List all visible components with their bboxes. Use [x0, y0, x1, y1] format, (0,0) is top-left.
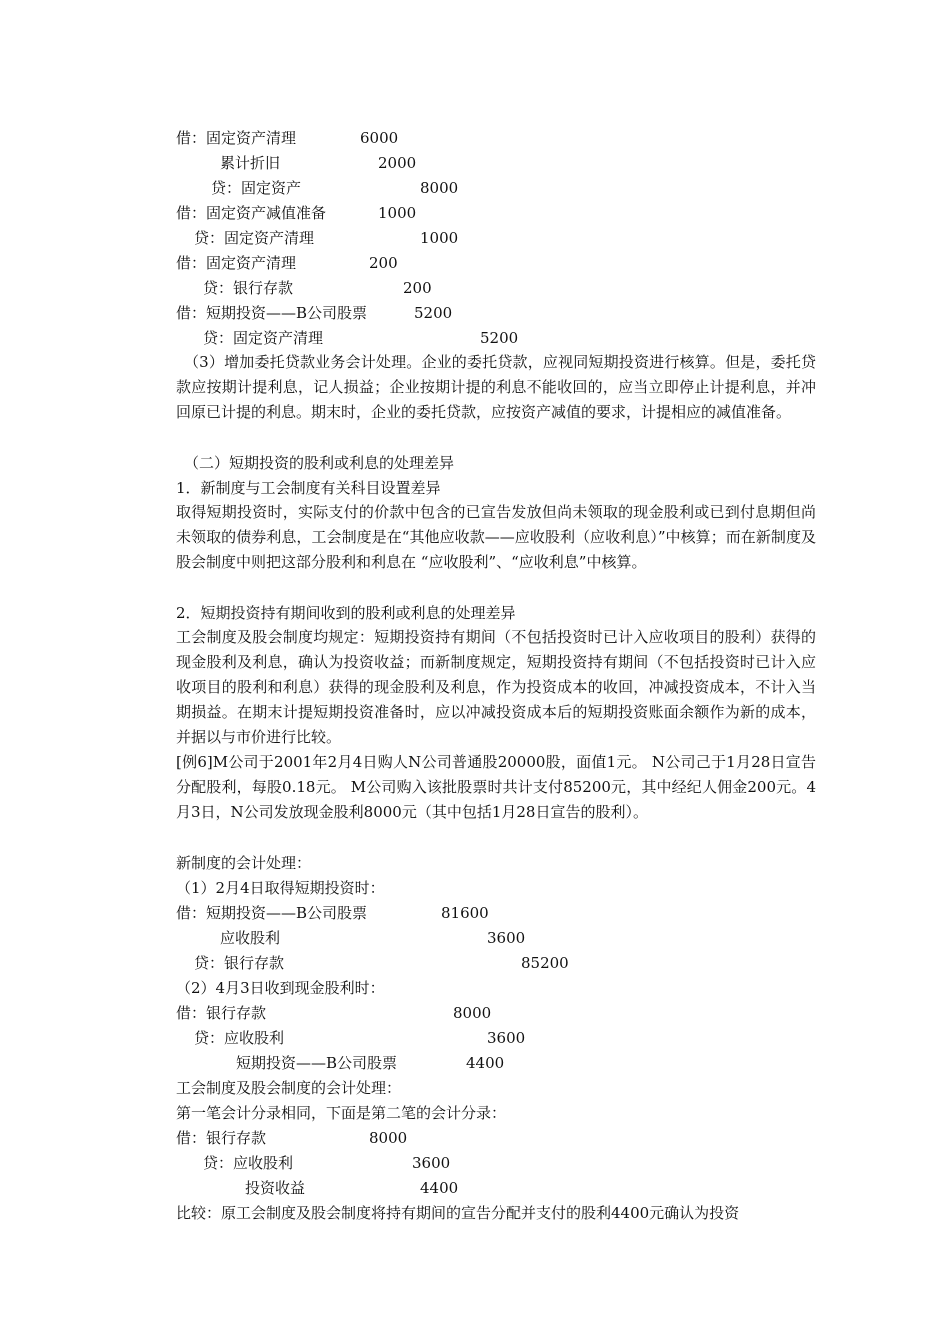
- paragraph-sub1: [176, 500, 816, 575]
- entry-amount: 2000: [378, 154, 417, 172]
- entry-label: 短期投资——B公司股票: [236, 1054, 398, 1072]
- entry-amount: 1000: [378, 204, 417, 222]
- subsection-heading: 1．新制度与工会制度有关科目设置差异: [176, 479, 441, 497]
- paragraph-text: （3）增加委托贷款业务会计处理。企业的委托贷款，应视同短期投资进行核算。但是，委托贷款应按期计提利息，记人损益；企业按期计提的利息不能收回的，应当立即停止计提利息，并冲回原已计提的利息。期末时，企业的委托贷款，应按资产减值的要求，计提相应的减值准备。: [176, 353, 816, 421]
- paragraph-text: 取得短期投资时，实际支付的价款中包含的已宣告发放但尚未领取的现金股利或已到付息期但尚未领取的债券利息，工会制度是在“其他应收款——应收股利（应收利息）”中核算；而在新制度及股会制度中则把这部分股利和利息在 “应收股利”、“应收利息”中核算。: [176, 503, 816, 571]
- entry-label: 借：固定资产清理: [176, 129, 297, 147]
- entry-label: 贷：应收股利: [194, 1029, 285, 1047]
- section-heading: （二）短期投资的股利或利息的处理差异: [184, 454, 455, 472]
- entry-amount: 8000: [453, 1004, 492, 1022]
- union-note: 第一笔会计分录相同，下面是第二笔的会计分录：: [176, 1104, 507, 1122]
- entry-amount: 85200: [521, 954, 569, 972]
- entry-amount: 5200: [414, 304, 453, 322]
- entry-amount: 4400: [420, 1179, 459, 1197]
- new-system-title: 新制度的会计处理：: [176, 854, 312, 872]
- step-2: （2）4月3日收到现金股利时：: [176, 979, 385, 997]
- entry-label: 累计折旧: [220, 154, 281, 172]
- entry-label: 贷：固定资产清理: [203, 329, 324, 347]
- entry-label: 借：短期投资——B公司股票: [176, 904, 368, 922]
- entry-label: 借：固定资产减值准备: [176, 204, 327, 222]
- union-title: 工会制度及股会制度的会计处理：: [176, 1079, 402, 1097]
- entry-label: 贷：应收股利: [203, 1154, 294, 1172]
- paragraph-entrusted-loan: [176, 350, 816, 425]
- entry-amount: 4400: [466, 1054, 505, 1072]
- paragraph-example: [176, 750, 816, 825]
- entry-label: 借：短期投资——B公司股票: [176, 304, 368, 322]
- entry-label: 贷：固定资产: [211, 179, 302, 197]
- step-1: （1）2月4日取得短期投资时：: [176, 879, 385, 897]
- entry-amount: 1000: [420, 229, 459, 247]
- entry-label: 应收股利: [220, 929, 281, 947]
- entry-amount: 8000: [369, 1129, 408, 1147]
- entry-label: 贷：银行存款: [194, 954, 285, 972]
- entry-amount: 6000: [360, 129, 399, 147]
- paragraph-text: 工会制度及股会制度均规定：短期投资持有期间（不包括投资时已计入应收项目的股利）获得的现金股利及利息，确认为投资收益；而新制度规定，短期投资持有期间（不包括投资时已计入应收项目的股利和利息）获得的现金股利及利息，作为投资成本的收回，冲减投资成本，不计入当期损益。在期末计提短期投资准备时，应以冲减投资成本后的短期投资账面余额作为新的成本，并据以与市价进行比较。: [176, 628, 816, 746]
- entry-amount: 5200: [480, 329, 519, 347]
- entry-amount: 3600: [487, 1029, 526, 1047]
- entry-amount: 3600: [412, 1154, 451, 1172]
- entry-label: 借：银行存款: [176, 1004, 267, 1022]
- entry-amount: 8000: [420, 179, 459, 197]
- paragraph-text: [例6]M公司于2001年2月4日购人N公司普通股20000股，面值1元。 N公司己于1月28日宣告分配股利，每股0.18元。 M公司购入该批股票时共计支付85200元，其中经纪人佣金200元。4月3日，N公司发放现金股利8000元（其中包括1月28日宣告的股利）。: [176, 753, 816, 821]
- entry-amount: 200: [403, 279, 432, 297]
- entry-label: 投资收益: [245, 1179, 306, 1197]
- entry-label: 借：银行存款: [176, 1129, 267, 1147]
- entry-amount: 3600: [487, 929, 526, 947]
- entry-label: 贷：银行存款: [203, 279, 294, 297]
- entry-label: 借：固定资产清理: [176, 254, 297, 272]
- subsection-heading: 2．短期投资持有期间收到的股利或利息的处理差异: [176, 604, 516, 622]
- entry-amount: 200: [369, 254, 398, 272]
- entry-label: 贷：固定资产清理: [194, 229, 315, 247]
- comparison-text: 比较：原工会制度及股会制度将持有期间的宣告分配并支付的股利4400元确认为投资: [176, 1204, 740, 1222]
- paragraph-sub2: [176, 625, 816, 750]
- entry-amount: 81600: [441, 904, 489, 922]
